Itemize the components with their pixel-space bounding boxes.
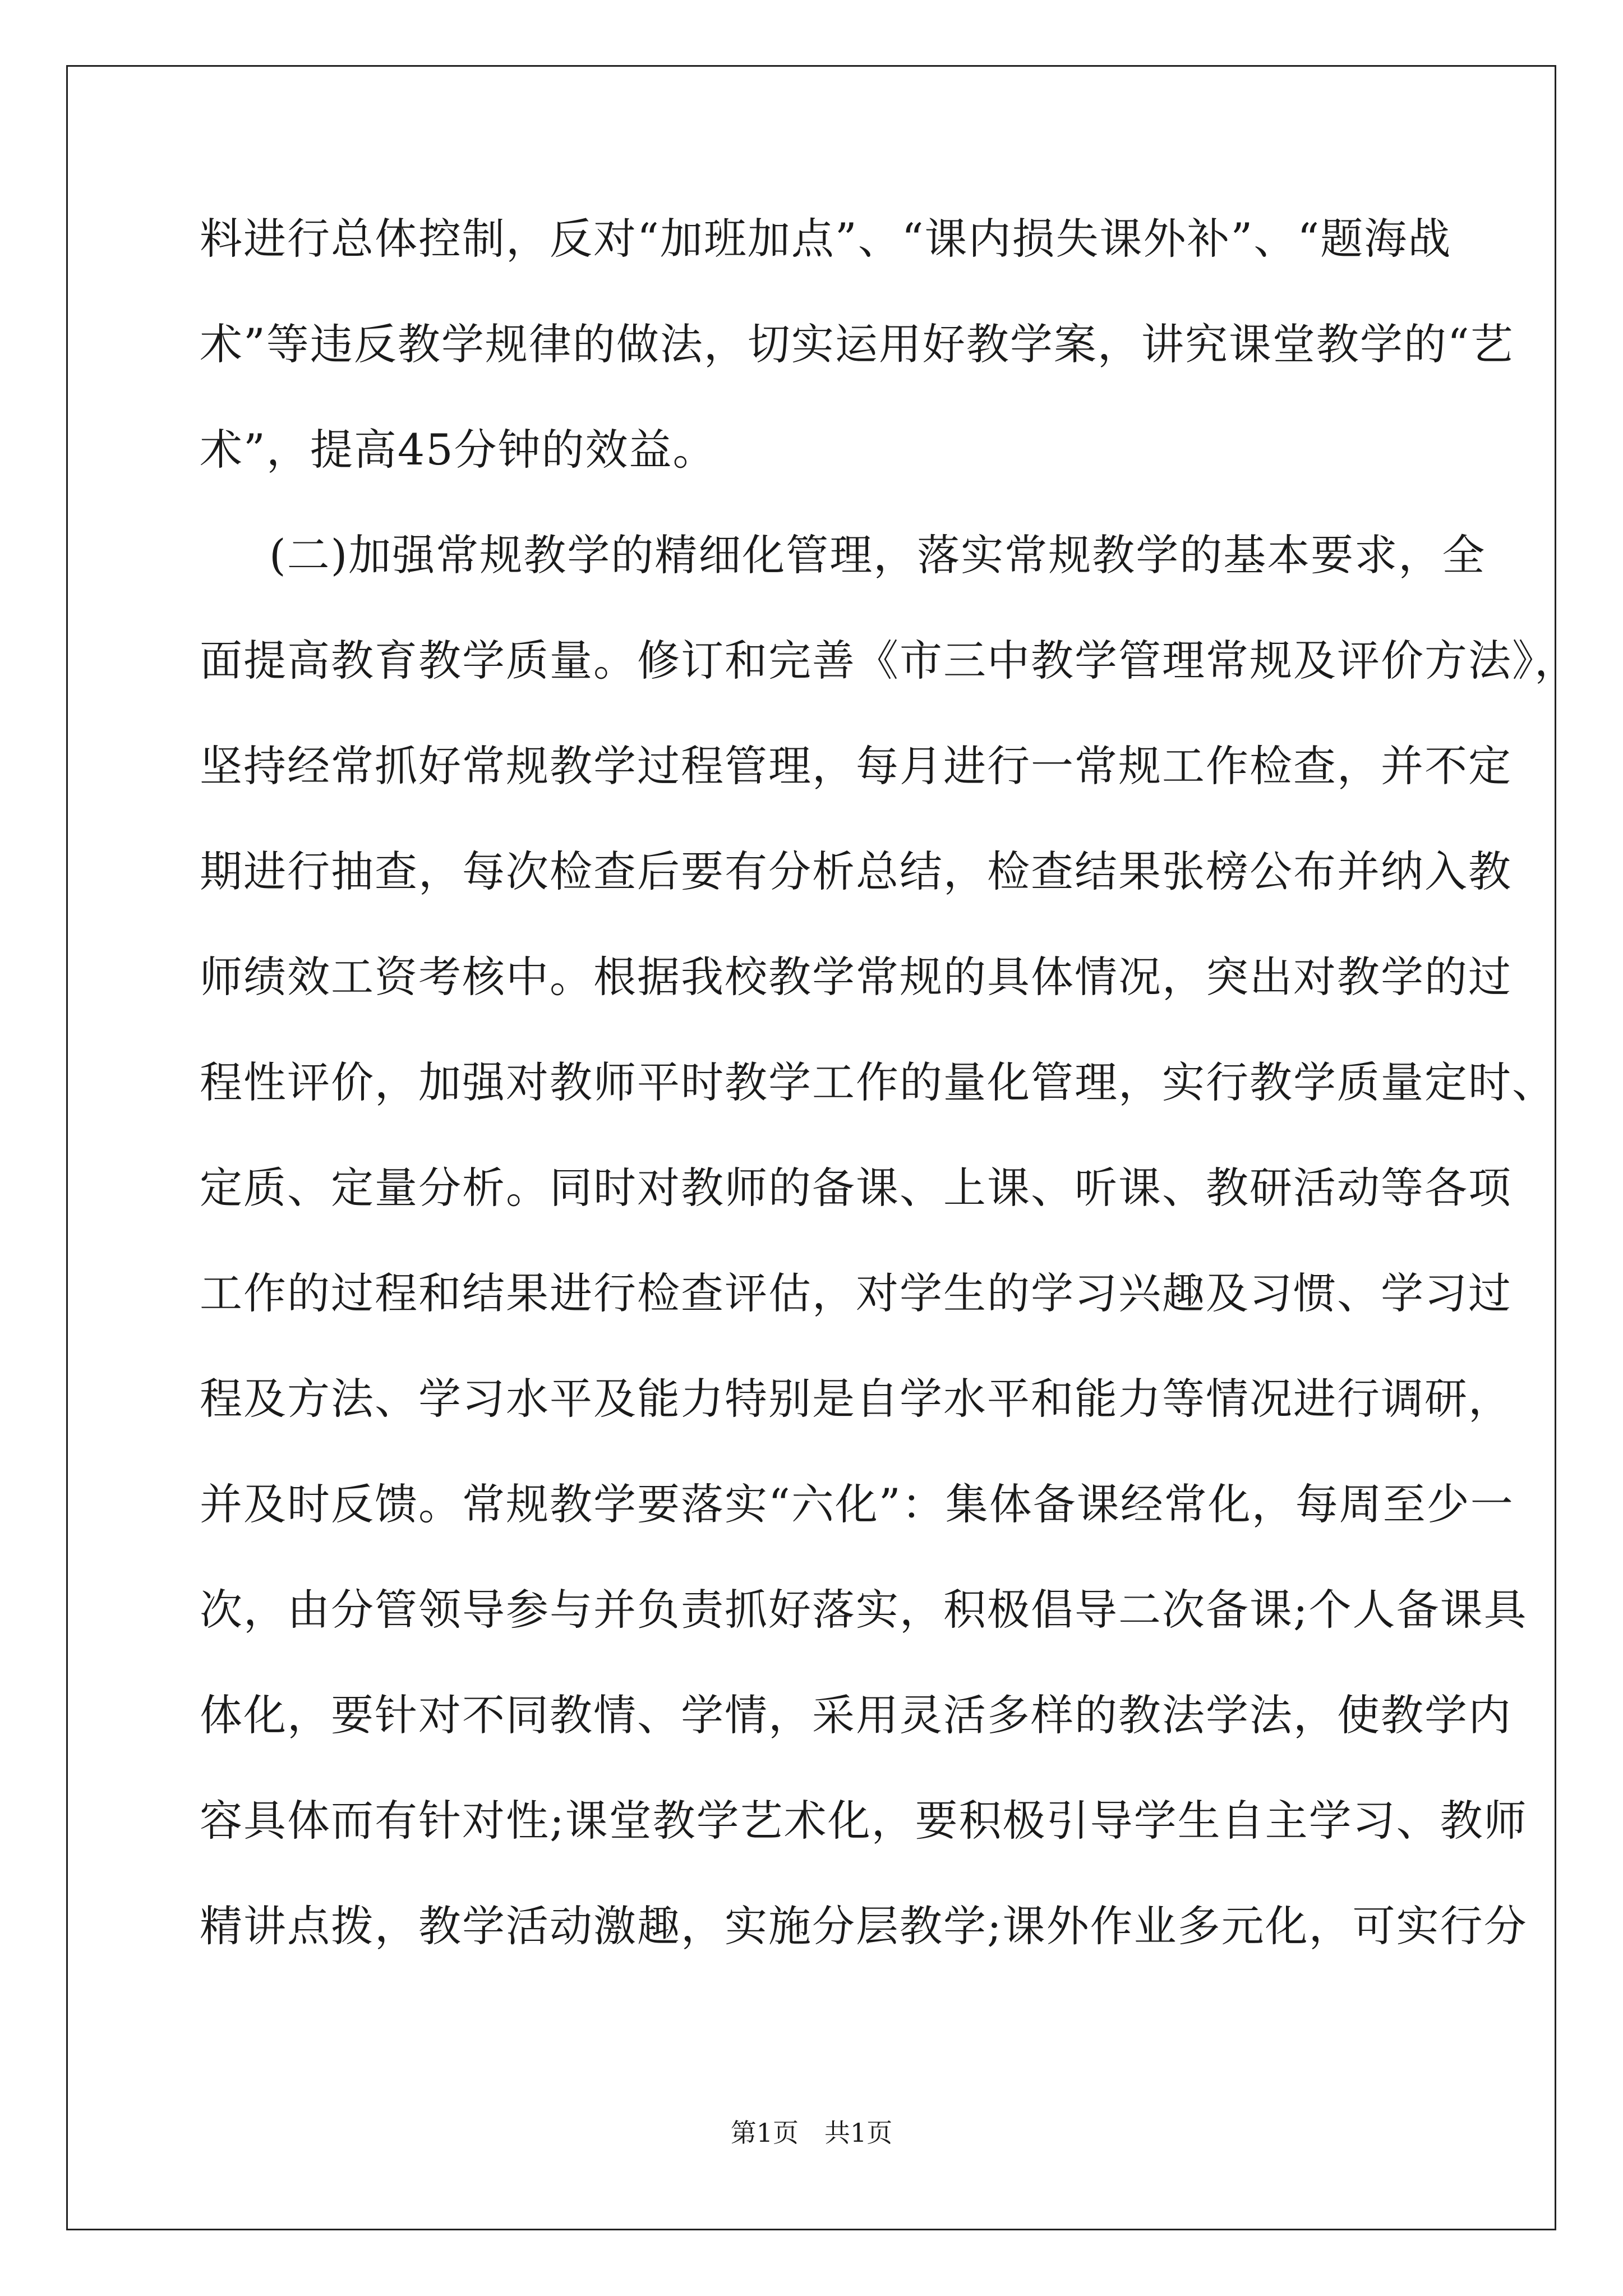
text-line: 料进行总体控制，反对“加班加点”、“课内损失课外补”、“题海战 [200,214,1452,264]
text-line: 面提高教育教学质量。修订和完善《市三中教学管理常规及评价方法》， [200,636,1578,685]
text-line: 程及方法、学习水平及能力特别是自学水平和能力等情况进行调研， [200,1374,1512,1424]
text-line: 次，由分管领导参与并负责抓好落实，积极倡导二次备课;个人备课具 [200,1585,1528,1635]
text-line: 坚持经常抓好常规教学过程管理，每月进行一常规工作检查，并不定 [200,741,1512,791]
text-line: 定质、定量分析。同时对教师的备课、上课、听课、教研活动等各项 [200,1163,1512,1213]
text-line: 精讲点拨，教学活动激趣，实施分层教学;课外作业多元化，可实行分 [200,1901,1528,1951]
text-line: 程性评价，加强对教师平时教学工作的量化管理，实行教学质量定时、 [200,1057,1556,1107]
text-line: 期进行抽查，每次检查后要有分析总结，检查结果张榜公布并纳入教 [200,846,1512,896]
text-line: 体化，要针对不同教情、学情，采用灵活多样的教法学法，使教学内 [200,1690,1512,1740]
text-line: 容具体而有针对性;课堂教学艺术化，要积极引导学生自主学习、教师 [200,1796,1528,1846]
text-line: 并及时反馈。常规教学要落实“六化”：集体备课经常化，每周至少一 [200,1479,1514,1529]
text-line: 术”等违反教学规律的做法，切实运用好教学案，讲究课堂教学的“艺 [200,319,1514,369]
paragraph-first-line: (二)加强常规教学的精细化管理，落实常规教学的基本要求，全 [269,530,1486,580]
text-line: 术”，提高45分钟的效益。 [200,425,717,475]
text-line: 师绩效工资考核中。根据我校教学常规的具体情况，突出对教学的过 [200,952,1512,1002]
text-line: 工作的过程和结果进行检查评估，对学生的学习兴趣及习惯、学习过 [200,1268,1512,1318]
page-footer: 第1页 共1页 [730,2118,893,2148]
